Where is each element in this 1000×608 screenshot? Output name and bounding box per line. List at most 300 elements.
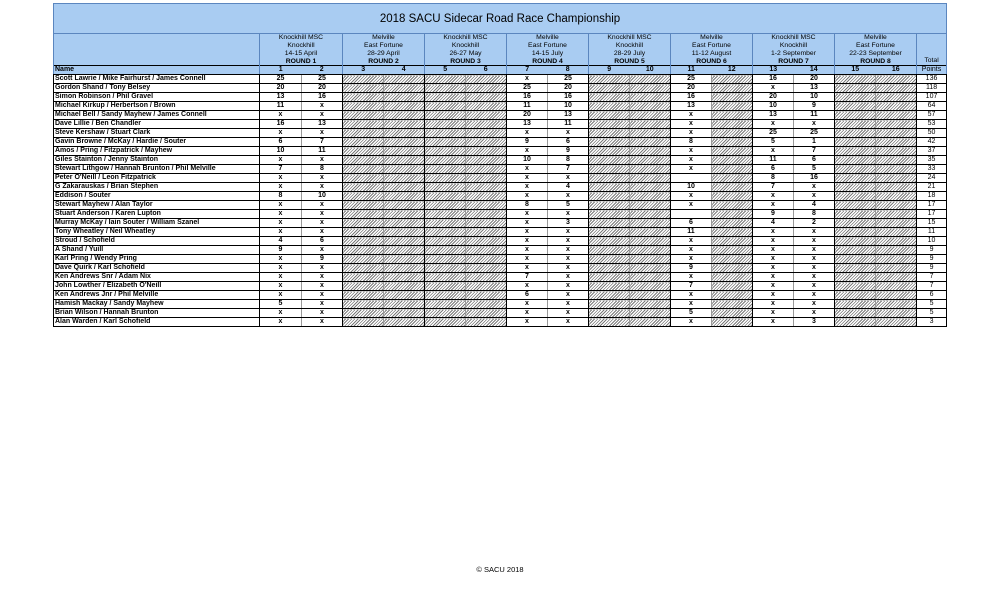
total-points: 15 (917, 219, 947, 228)
race-result-cancelled (876, 309, 917, 318)
race-result-cancelled (630, 93, 671, 102)
event-info-line: Knockhill (753, 42, 835, 50)
race-result-cancelled (589, 138, 630, 147)
race-result-cancelled (425, 192, 466, 201)
race-result-cancelled (384, 147, 425, 156)
race-result: x (260, 174, 302, 183)
race-result-cancelled (466, 201, 507, 210)
standings-row (54, 219, 947, 228)
round-label: ROUND 5 (589, 58, 671, 66)
total-points: 6 (917, 291, 947, 300)
race-result: 8 (671, 138, 712, 147)
race-result: 10 (507, 156, 548, 165)
race-number-header: 5 (425, 66, 466, 75)
race-result: 9 (794, 102, 835, 111)
race-result: x (260, 264, 302, 273)
race-result-cancelled (343, 138, 384, 147)
race-number-header: 16 (876, 66, 917, 75)
race-result-cancelled (466, 84, 507, 93)
race-result: x (260, 201, 302, 210)
race-result: x (302, 246, 343, 255)
race-result: 4 (794, 201, 835, 210)
race-result-cancelled (589, 93, 630, 102)
race-result-cancelled (876, 93, 917, 102)
race-result-cancelled (384, 219, 425, 228)
race-result-cancelled (712, 282, 753, 291)
race-number-header: 11 (671, 66, 712, 75)
race-result: x (548, 300, 589, 309)
race-result-cancelled (466, 165, 507, 174)
race-result: x (302, 264, 343, 273)
race-result-cancelled (876, 192, 917, 201)
race-result: x (794, 264, 835, 273)
event-info-line: Knockhill MSC (753, 34, 835, 43)
race-result: x (794, 309, 835, 318)
page-title: 2018 SACU Sidecar Road Race Championship (54, 4, 947, 34)
race-result: 8 (302, 165, 343, 174)
race-result-cancelled (835, 273, 876, 282)
race-result: x (671, 165, 712, 174)
race-result-cancelled (589, 273, 630, 282)
race-result-cancelled (343, 237, 384, 246)
race-result: x (302, 111, 343, 120)
race-result: x (302, 228, 343, 237)
race-result-cancelled (425, 165, 466, 174)
race-result-cancelled (630, 138, 671, 147)
race-result-cancelled (835, 165, 876, 174)
race-result: x (507, 255, 548, 264)
rider-name: Dave Lillie / Ben Chandler (54, 120, 260, 129)
total-points-header (917, 66, 947, 75)
standings-row (54, 192, 947, 201)
race-result-cancelled (712, 93, 753, 102)
standings-row (54, 147, 947, 156)
race-result-cancelled (589, 237, 630, 246)
race-result: x (671, 318, 712, 327)
race-result: x (260, 255, 302, 264)
race-result-cancelled (425, 228, 466, 237)
race-result: 6 (260, 138, 302, 147)
race-result: 25 (794, 129, 835, 138)
race-result-cancelled (712, 300, 753, 309)
race-result: x (507, 246, 548, 255)
race-result-cancelled (876, 246, 917, 255)
race-result: x (671, 237, 712, 246)
race-result: x (794, 228, 835, 237)
race-result-cancelled (835, 210, 876, 219)
race-result: 20 (260, 84, 302, 93)
race-number-header: 4 (384, 66, 425, 75)
race-result: 20 (671, 84, 712, 93)
race-result: x (671, 120, 712, 129)
race-result: x (671, 273, 712, 282)
race-result-cancelled (466, 273, 507, 282)
race-result: 11 (794, 111, 835, 120)
race-result-cancelled (466, 282, 507, 291)
race-result-cancelled (466, 192, 507, 201)
total-points: 18 (917, 192, 947, 201)
rider-name: Stewart Mayhew / Alan Taylor (54, 201, 260, 210)
race-result: x (548, 192, 589, 201)
race-result-cancelled (466, 138, 507, 147)
rider-name: Brian Wilson / Hannah Brunton (54, 309, 260, 318)
round-label: ROUND 6 (671, 58, 753, 66)
race-result: 10 (548, 102, 589, 111)
race-result-cancelled (876, 255, 917, 264)
race-result: 10 (753, 102, 794, 111)
race-result-cancelled (835, 291, 876, 300)
race-result-cancelled (384, 75, 425, 84)
race-result-cancelled (384, 183, 425, 192)
rider-name: Alan Warden / Karl Schofield (54, 318, 260, 327)
race-result: x (753, 291, 794, 300)
race-result: x (302, 291, 343, 300)
standings-row (54, 255, 947, 264)
race-result: x (507, 129, 548, 138)
total-points: 50 (917, 129, 947, 138)
race-result: x (260, 291, 302, 300)
race-result: x (507, 165, 548, 174)
race-result-cancelled (425, 75, 466, 84)
race-result-cancelled (589, 156, 630, 165)
total-points: 42 (917, 138, 947, 147)
race-result: x (260, 210, 302, 219)
race-result-cancelled (589, 147, 630, 156)
race-result-cancelled (343, 282, 384, 291)
race-result: 4 (260, 237, 302, 246)
race-result (671, 210, 712, 219)
event-info-line: East Fortune (507, 42, 589, 50)
race-result-cancelled (425, 111, 466, 120)
race-result-cancelled (835, 255, 876, 264)
race-result: x (671, 129, 712, 138)
header-spacer (54, 42, 260, 50)
race-result-cancelled (343, 318, 384, 327)
race-result-cancelled (630, 174, 671, 183)
standings-row (54, 237, 947, 246)
race-result: x (671, 300, 712, 309)
race-result: 4 (548, 183, 589, 192)
race-result-cancelled (343, 156, 384, 165)
race-result-cancelled (384, 165, 425, 174)
round-label: ROUND 7 (753, 58, 835, 66)
race-result-cancelled (343, 255, 384, 264)
race-result: 9 (753, 210, 794, 219)
race-result: 20 (794, 75, 835, 84)
race-result-cancelled (630, 318, 671, 327)
standings-row (54, 156, 947, 165)
race-result-cancelled (425, 102, 466, 111)
race-result-cancelled (466, 147, 507, 156)
race-result-cancelled (425, 264, 466, 273)
race-result-cancelled (712, 75, 753, 84)
race-result-cancelled (630, 282, 671, 291)
race-result-cancelled (466, 309, 507, 318)
race-result: x (753, 273, 794, 282)
race-result: x (260, 183, 302, 192)
race-result-cancelled (876, 165, 917, 174)
standings-row (54, 111, 947, 120)
total-points: 10 (917, 237, 947, 246)
race-result: x (507, 237, 548, 246)
race-result: 9 (260, 246, 302, 255)
race-result: x (671, 111, 712, 120)
race-result-cancelled (835, 102, 876, 111)
race-result-cancelled (466, 219, 507, 228)
race-result: 6 (507, 291, 548, 300)
race-result: x (753, 120, 794, 129)
race-result-cancelled (384, 309, 425, 318)
race-result-cancelled (835, 264, 876, 273)
race-result: x (671, 201, 712, 210)
race-result-cancelled (630, 102, 671, 111)
race-result-cancelled (589, 219, 630, 228)
standings-row (54, 174, 947, 183)
event-info-line: 14-15 April (260, 50, 343, 58)
total-points: 9 (917, 255, 947, 264)
standings-row (54, 93, 947, 102)
race-result-cancelled (384, 300, 425, 309)
race-result: x (794, 282, 835, 291)
total-points: 7 (917, 273, 947, 282)
standings-row (54, 210, 947, 219)
race-result-cancelled (835, 228, 876, 237)
rider-name: Michael Kirkup / Herbertson / Brown (54, 102, 260, 111)
standings-row (54, 84, 947, 93)
race-result: x (260, 219, 302, 228)
race-result: x (260, 156, 302, 165)
race-result: x (794, 183, 835, 192)
event-info-line: 26-27 May (425, 50, 507, 58)
race-result-cancelled (712, 174, 753, 183)
race-result-cancelled (712, 138, 753, 147)
race-result-cancelled (425, 174, 466, 183)
race-result-cancelled (876, 120, 917, 129)
standings-row (54, 165, 947, 174)
race-result: x (260, 282, 302, 291)
race-result: 13 (507, 120, 548, 129)
race-result-cancelled (343, 75, 384, 84)
race-number-header: 1 (260, 66, 302, 75)
race-result-cancelled (343, 219, 384, 228)
race-result: 20 (302, 84, 343, 93)
race-result: x (548, 210, 589, 219)
race-result: x (507, 183, 548, 192)
race-result-cancelled (835, 111, 876, 120)
race-result-cancelled (589, 309, 630, 318)
race-result-cancelled (712, 84, 753, 93)
race-result-cancelled (384, 291, 425, 300)
race-result: 8 (507, 201, 548, 210)
race-result: x (671, 246, 712, 255)
race-result: x (302, 309, 343, 318)
race-result-cancelled (876, 237, 917, 246)
rider-name: Giles Stainton / Jenny Stainton (54, 156, 260, 165)
race-result: 3 (794, 318, 835, 327)
standings-row (54, 183, 947, 192)
total-points: 17 (917, 201, 947, 210)
race-result-cancelled (343, 300, 384, 309)
race-result: 10 (302, 192, 343, 201)
race-result-cancelled (876, 291, 917, 300)
event-info-line: Melville (835, 34, 917, 43)
race-result-cancelled (384, 237, 425, 246)
rider-name: Hamish Mackay / Sandy Mayhew (54, 300, 260, 309)
race-result-cancelled (384, 102, 425, 111)
race-result-cancelled (343, 201, 384, 210)
race-number-header: 14 (794, 66, 835, 75)
standings-row (54, 129, 947, 138)
race-result-cancelled (876, 273, 917, 282)
race-result: 16 (302, 93, 343, 102)
race-result-cancelled (712, 156, 753, 165)
rider-name: A Shand / Yuill (54, 246, 260, 255)
race-result-cancelled (466, 120, 507, 129)
race-result: 10 (671, 183, 712, 192)
race-result: 9 (671, 264, 712, 273)
race-result-cancelled (466, 174, 507, 183)
race-result-cancelled (466, 93, 507, 102)
race-result-cancelled (589, 120, 630, 129)
championship-table (53, 3, 947, 327)
race-result: 8 (794, 210, 835, 219)
race-result-cancelled (630, 237, 671, 246)
event-info-line: 11-12 August (671, 50, 753, 58)
race-result-cancelled (876, 300, 917, 309)
race-result: 25 (260, 75, 302, 84)
race-result: 11 (302, 147, 343, 156)
race-result: x (260, 318, 302, 327)
race-result-cancelled (835, 174, 876, 183)
race-result: x (302, 156, 343, 165)
rider-name: Gavin Browne / McKay / Hardie / Souter (54, 138, 260, 147)
race-result: 9 (507, 138, 548, 147)
race-result-cancelled (425, 201, 466, 210)
race-result: x (548, 309, 589, 318)
race-result-cancelled (343, 147, 384, 156)
race-result: x (794, 192, 835, 201)
race-result-cancelled (589, 255, 630, 264)
race-result: 11 (507, 102, 548, 111)
race-result: 6 (794, 156, 835, 165)
race-result: x (753, 246, 794, 255)
race-result-cancelled (425, 93, 466, 102)
event-info-line: 14-15 July (507, 50, 589, 58)
race-result-cancelled (630, 246, 671, 255)
race-result-cancelled (384, 246, 425, 255)
race-result-cancelled (876, 111, 917, 120)
race-result-cancelled (630, 210, 671, 219)
race-result-cancelled (466, 246, 507, 255)
race-result: x (671, 291, 712, 300)
race-result: 11 (260, 102, 302, 111)
race-result: x (548, 237, 589, 246)
total-points: 7 (917, 282, 947, 291)
total-points: 3 (917, 318, 947, 327)
race-result-cancelled (589, 102, 630, 111)
rider-name: Ken Andrews Jnr / Phil Melville (54, 291, 260, 300)
race-result-cancelled (589, 165, 630, 174)
event-info-line: East Fortune (343, 42, 425, 50)
total-points: 24 (917, 174, 947, 183)
race-result-cancelled (466, 291, 507, 300)
race-result-cancelled (466, 129, 507, 138)
race-result: x (260, 228, 302, 237)
event-info-line: East Fortune (835, 42, 917, 50)
race-result-cancelled (712, 147, 753, 156)
race-result: x (753, 309, 794, 318)
race-result-cancelled (466, 183, 507, 192)
race-result: x (507, 147, 548, 156)
race-result-cancelled (712, 210, 753, 219)
rider-name: Dave Quirk / Karl Schofield (54, 264, 260, 273)
event-info-line: Knockhill (260, 42, 343, 50)
race-result: x (302, 102, 343, 111)
race-result: x (548, 255, 589, 264)
standings-row (54, 264, 947, 273)
race-result-cancelled (876, 210, 917, 219)
race-result-cancelled (589, 300, 630, 309)
round-label: ROUND 1 (260, 58, 343, 66)
race-result: x (548, 174, 589, 183)
race-result: 25 (302, 75, 343, 84)
race-result: 16 (507, 93, 548, 102)
rider-name: Amos / Pring / Fitzpatrick / Mayhew (54, 147, 260, 156)
race-result-cancelled (589, 111, 630, 120)
total-points: 21 (917, 183, 947, 192)
race-result: 20 (753, 93, 794, 102)
rider-name: Peter O'Neill / Leon Fitzpatrick (54, 174, 260, 183)
race-result-cancelled (384, 318, 425, 327)
race-result-cancelled (630, 120, 671, 129)
standings-row (54, 309, 947, 318)
total-points: 64 (917, 102, 947, 111)
race-result: 7 (302, 138, 343, 147)
race-result: x (671, 192, 712, 201)
event-info-line: Knockhill MSC (260, 34, 343, 43)
race-result: 7 (507, 273, 548, 282)
race-result-cancelled (425, 282, 466, 291)
race-result: 16 (548, 93, 589, 102)
round-label: ROUND 3 (425, 58, 507, 66)
rider-name: Scott Lawrie / Mike Fairhurst / James Connell (54, 75, 260, 84)
race-result: x (507, 318, 548, 327)
race-result-cancelled (466, 300, 507, 309)
race-result-cancelled (835, 84, 876, 93)
standings-row (54, 102, 947, 111)
rider-name: G Zakarauskas / Brian Stephen (54, 183, 260, 192)
race-result: 11 (671, 228, 712, 237)
race-result-cancelled (876, 228, 917, 237)
race-result-cancelled (425, 210, 466, 219)
race-result-cancelled (425, 138, 466, 147)
race-result: x (548, 228, 589, 237)
race-result-cancelled (712, 183, 753, 192)
race-result: x (302, 210, 343, 219)
total-points: 118 (917, 84, 947, 93)
race-result-cancelled (712, 165, 753, 174)
race-result: x (753, 84, 794, 93)
race-number-header: 3 (343, 66, 384, 75)
race-result-cancelled (466, 102, 507, 111)
race-number-header: 9 (589, 66, 630, 75)
race-result-cancelled (712, 255, 753, 264)
race-result-cancelled (466, 255, 507, 264)
race-result-cancelled (425, 255, 466, 264)
race-result-cancelled (425, 300, 466, 309)
rider-name: Tony Wheatley / Neil Wheatley (54, 228, 260, 237)
race-result-cancelled (712, 246, 753, 255)
